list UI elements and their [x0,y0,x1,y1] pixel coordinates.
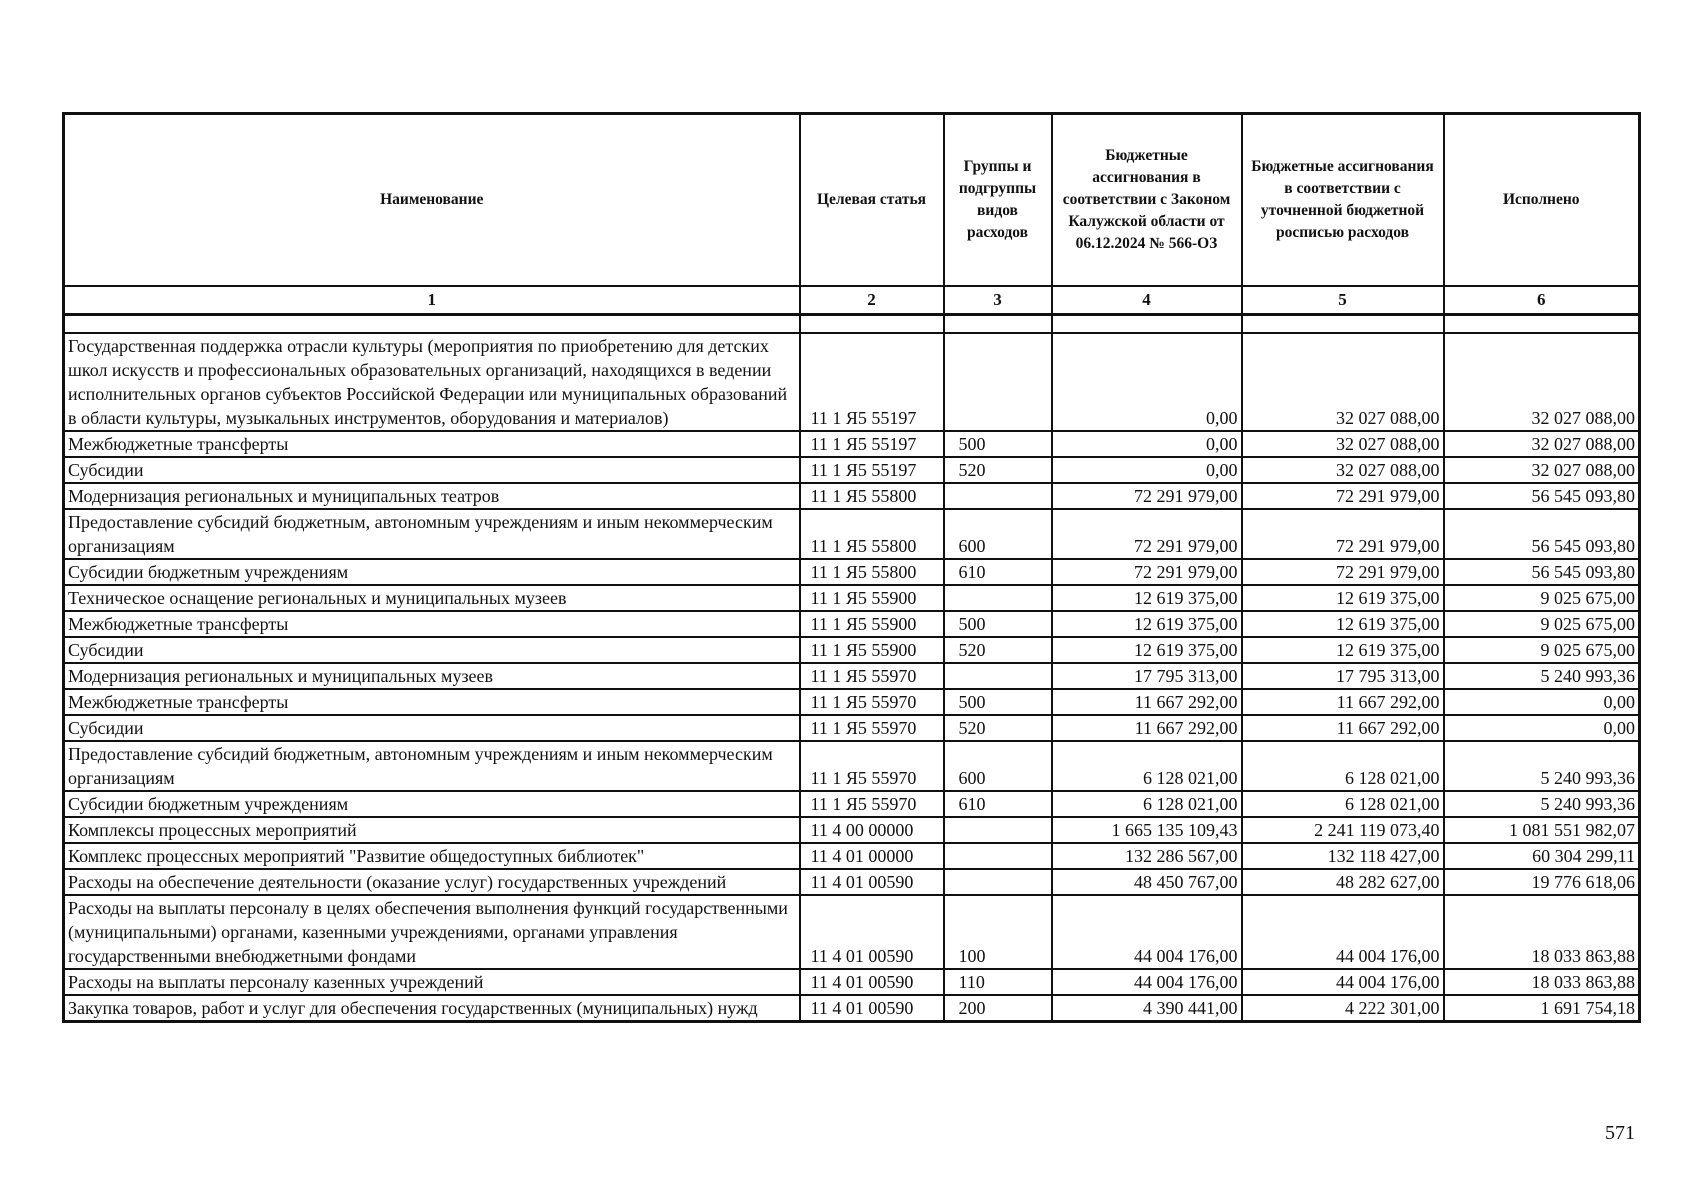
row-target-code: 11 1 Я5 55970 [800,791,944,817]
row-target-code: 11 1 Я5 55900 [800,637,944,663]
table-row [64,995,1640,1022]
row-name: Модернизация региональных и муниципальных музеев [64,663,800,689]
table-row [64,637,1640,663]
row-expense-group: 500 [944,689,1052,715]
row-name: Расходы на обеспечение деятельности (оказание услуг) государственных учреждений [64,869,800,895]
row-expense-group: 610 [944,791,1052,817]
row-name: Межбюджетные трансферты [64,689,800,715]
row-refined-amount: 48 282 627,00 [1242,869,1444,895]
row-refined-amount: 12 619 375,00 [1242,637,1444,663]
row-name: Межбюджетные трансферты [64,611,800,637]
row-refined-amount: 11 667 292,00 [1242,715,1444,741]
row-refined-amount: 132 118 427,00 [1242,843,1444,869]
row-target-code: 11 1 Я5 55197 [800,457,944,483]
row-expense-group [944,663,1052,689]
row-name: Межбюджетные трансферты [64,431,800,457]
row-executed-amount: 60 304 299,11 [1444,843,1640,869]
row-expense-group: 500 [944,431,1052,457]
table-row [64,559,1640,585]
row-name: Субсидии бюджетным учреждениям [64,791,800,817]
row-name: Модернизация региональных и муниципальных театров [64,483,800,509]
row-target-code: 11 1 Я5 55197 [800,333,944,431]
row-refined-amount: 44 004 176,00 [1242,895,1444,969]
row-refined-amount: 2 241 119 073,40 [1242,817,1444,843]
row-expense-group: 520 [944,715,1052,741]
row-expense-group [944,333,1052,431]
row-target-code: 11 4 01 00590 [800,869,944,895]
row-target-code: 11 4 01 00590 [800,895,944,969]
table-row [64,843,1640,869]
row-law-amount: 132 286 567,00 [1052,843,1242,869]
row-law-amount: 6 128 021,00 [1052,741,1242,791]
row-executed-amount: 32 027 088,00 [1444,457,1640,483]
row-name: Закупка товаров, работ и услуг для обеспечения государственных (муниципальных) нужд [64,995,800,1022]
row-expense-group: 600 [944,741,1052,791]
page-number: 571 [1605,1122,1635,1144]
row-executed-amount: 56 545 093,80 [1444,483,1640,509]
row-executed-amount: 0,00 [1444,689,1640,715]
row-expense-group [944,483,1052,509]
row-refined-amount: 32 027 088,00 [1242,457,1444,483]
row-executed-amount: 32 027 088,00 [1444,333,1640,431]
header-row [64,114,1640,287]
table-row [64,715,1640,741]
row-expense-group: 520 [944,637,1052,663]
column-number: 2 [800,286,944,315]
header-groups: Группы и подгруппы видов расходов [944,114,1052,287]
header-target: Целевая статья [800,114,944,287]
row-executed-amount: 5 240 993,36 [1444,791,1640,817]
row-name: Комплекс процессных мероприятий "Развитие общедоступных библиотек" [64,843,800,869]
table-row [64,611,1640,637]
row-expense-group: 600 [944,509,1052,559]
row-target-code: 11 1 Я5 55197 [800,431,944,457]
row-law-amount: 72 291 979,00 [1052,509,1242,559]
row-law-amount: 11 667 292,00 [1052,715,1242,741]
row-law-amount: 0,00 [1052,457,1242,483]
row-refined-amount: 12 619 375,00 [1242,585,1444,611]
row-executed-amount: 9 025 675,00 [1444,611,1640,637]
column-number: 4 [1052,286,1242,315]
row-executed-amount: 9 025 675,00 [1444,585,1640,611]
row-expense-group: 520 [944,457,1052,483]
row-executed-amount: 18 033 863,88 [1444,969,1640,995]
row-law-amount: 72 291 979,00 [1052,559,1242,585]
row-refined-amount: 11 667 292,00 [1242,689,1444,715]
table-row [64,483,1640,509]
row-name: Расходы на выплаты персоналу в целях обеспечения выполнения функций государственными (муниципальными) органами, казенными учреждениями, органами управления государственными внебюджетными фондами [64,895,800,969]
table-row [64,585,1640,611]
row-refined-amount: 32 027 088,00 [1242,333,1444,431]
row-expense-group: 610 [944,559,1052,585]
row-target-code: 11 1 Я5 55970 [800,689,944,715]
row-expense-group [944,869,1052,895]
table-row [64,741,1640,791]
row-executed-amount: 5 240 993,36 [1444,741,1640,791]
row-law-amount: 17 795 313,00 [1052,663,1242,689]
row-target-code: 11 1 Я5 55970 [800,741,944,791]
row-expense-group: 110 [944,969,1052,995]
row-executed-amount: 56 545 093,80 [1444,509,1640,559]
row-expense-group: 200 [944,995,1052,1022]
row-target-code: 11 1 Я5 55970 [800,715,944,741]
row-refined-amount: 44 004 176,00 [1242,969,1444,995]
spacer-row [64,315,1640,334]
row-refined-amount: 32 027 088,00 [1242,431,1444,457]
row-law-amount: 11 667 292,00 [1052,689,1242,715]
table-row [64,457,1640,483]
row-refined-amount: 72 291 979,00 [1242,483,1444,509]
table-row [64,817,1640,843]
row-name: Комплексы процессных мероприятий [64,817,800,843]
table-row [64,969,1640,995]
header-name: Наименование [64,114,800,287]
row-expense-group: 500 [944,611,1052,637]
column-number: 3 [944,286,1052,315]
row-law-amount: 12 619 375,00 [1052,611,1242,637]
row-expense-group [944,817,1052,843]
row-name: Предоставление субсидий бюджетным, автономным учреждениям и иным некоммерческим организациям [64,509,800,559]
table-row [64,333,1640,431]
row-law-amount: 48 450 767,00 [1052,869,1242,895]
table-row [64,791,1640,817]
row-refined-amount: 6 128 021,00 [1242,791,1444,817]
row-law-amount: 12 619 375,00 [1052,585,1242,611]
row-executed-amount: 18 033 863,88 [1444,895,1640,969]
row-target-code: 11 4 01 00000 [800,843,944,869]
row-name: Субсидии [64,715,800,741]
row-executed-amount: 56 545 093,80 [1444,559,1640,585]
row-expense-group: 100 [944,895,1052,969]
row-refined-amount: 6 128 021,00 [1242,741,1444,791]
row-law-amount: 12 619 375,00 [1052,637,1242,663]
row-target-code: 11 4 01 00590 [800,995,944,1022]
row-target-code: 11 1 Я5 55800 [800,559,944,585]
column-number-row [64,286,1640,315]
row-refined-amount: 12 619 375,00 [1242,611,1444,637]
row-target-code: 11 4 00 00000 [800,817,944,843]
row-name: Государственная поддержка отрасли культуры (мероприятия по приобретению для детских школ искусств и профессиональных образовательных организаций, находящихся в ведении исполнительных органов субъектов Российской Федерации или муниципальных образований в области культуры, музыкальных инструментов, оборудования и материалов) [64,333,800,431]
budget-table [62,112,1641,1023]
row-law-amount: 72 291 979,00 [1052,483,1242,509]
header-law: Бюджетные ассигнования в соответствии с Законом Калужской области от 06.12.2024 № 566-ОЗ [1052,114,1242,287]
row-name: Расходы на выплаты персоналу казенных учреждений [64,969,800,995]
row-name: Техническое оснащение региональных и муниципальных музеев [64,585,800,611]
row-name: Субсидии [64,637,800,663]
row-executed-amount: 5 240 993,36 [1444,663,1640,689]
row-name: Субсидии [64,457,800,483]
row-target-code: 11 1 Я5 55900 [800,611,944,637]
header-executed: Исполнено [1444,114,1640,287]
row-law-amount: 4 390 441,00 [1052,995,1242,1022]
budget-table-container [62,112,1638,1023]
table-row [64,663,1640,689]
column-number: 5 [1242,286,1444,315]
row-law-amount: 1 665 135 109,43 [1052,817,1242,843]
table-row [64,689,1640,715]
row-executed-amount: 0,00 [1444,715,1640,741]
row-target-code: 11 1 Я5 55900 [800,585,944,611]
row-name: Предоставление субсидий бюджетным, автономным учреждениям и иным некоммерческим организациям [64,741,800,791]
table-row [64,509,1640,559]
row-target-code: 11 1 Я5 55800 [800,509,944,559]
row-target-code: 11 1 Я5 55800 [800,483,944,509]
row-executed-amount: 19 776 618,06 [1444,869,1640,895]
row-refined-amount: 17 795 313,00 [1242,663,1444,689]
row-target-code: 11 1 Я5 55970 [800,663,944,689]
row-law-amount: 44 004 176,00 [1052,895,1242,969]
row-law-amount: 0,00 [1052,431,1242,457]
row-refined-amount: 4 222 301,00 [1242,995,1444,1022]
row-refined-amount: 72 291 979,00 [1242,509,1444,559]
column-number: 1 [64,286,800,315]
row-executed-amount: 9 025 675,00 [1444,637,1640,663]
row-refined-amount: 72 291 979,00 [1242,559,1444,585]
row-executed-amount: 1 691 754,18 [1444,995,1640,1022]
row-law-amount: 6 128 021,00 [1052,791,1242,817]
row-law-amount: 44 004 176,00 [1052,969,1242,995]
row-target-code: 11 4 01 00590 [800,969,944,995]
table-row [64,895,1640,969]
column-number: 6 [1444,286,1640,315]
row-expense-group [944,585,1052,611]
header-refined: Бюджетные ассигнования в соответствии с уточненной бюджетной росписью расходов [1242,114,1444,287]
row-executed-amount: 32 027 088,00 [1444,431,1640,457]
table-row [64,431,1640,457]
row-law-amount: 0,00 [1052,333,1242,431]
row-expense-group [944,843,1052,869]
row-name: Субсидии бюджетным учреждениям [64,559,800,585]
table-row [64,869,1640,895]
row-executed-amount: 1 081 551 982,07 [1444,817,1640,843]
